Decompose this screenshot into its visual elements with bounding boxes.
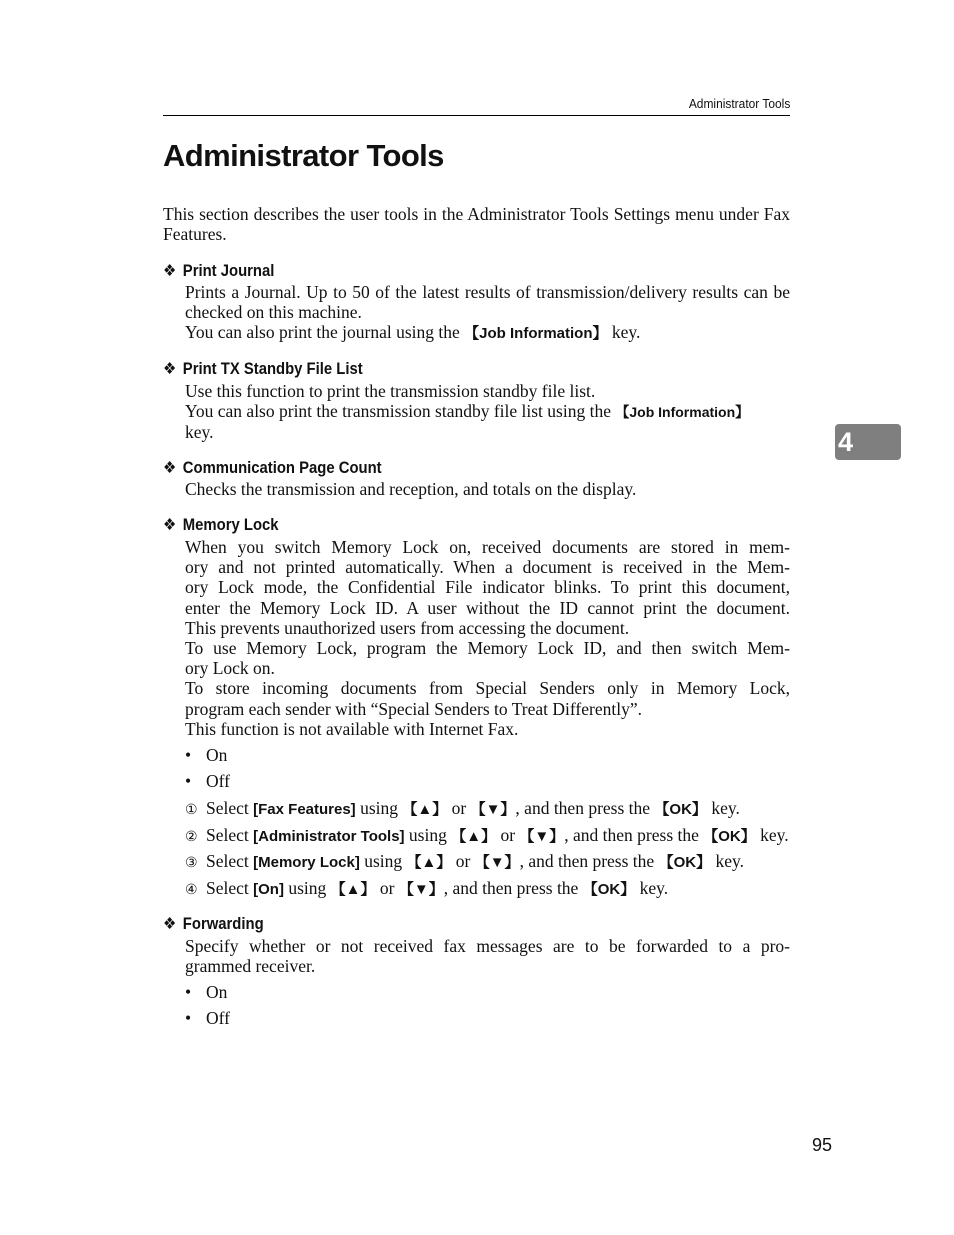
- forwarding-line: grammed receiver.: [185, 956, 316, 977]
- forwarding-line: Specify whether or not received fax messages are to be forwarded to a pro-: [185, 936, 790, 956]
- page-title: Administrator Tools: [163, 138, 444, 173]
- step-text: Select: [206, 825, 254, 845]
- list-item: [185, 1008, 230, 1029]
- section-heading-print-journal: [163, 261, 274, 281]
- ok-key: 【OK】: [658, 854, 712, 871]
- bullet-icon: •: [185, 771, 192, 791]
- memory-lock-line: This prevents unauthorized users from accessing the document.: [185, 617, 630, 638]
- step-text: , and then press the: [515, 798, 655, 818]
- step-number: ①: [185, 803, 198, 818]
- section-heading-memory-lock: [163, 515, 279, 535]
- list-item-label: Off: [206, 771, 230, 791]
- menu-item-label: [Memory Lock]: [253, 854, 360, 871]
- comm-count-text: Checks the transmission and reception, and totals on the display.: [185, 479, 637, 499]
- print-tx-text: Use this function to print the transmission standby file list.: [185, 381, 596, 401]
- memory-lock-line: When you switch Memory Lock on, received documents are stored in mem-: [185, 537, 790, 557]
- step-text: using: [283, 878, 331, 898]
- diamond-icon: ❖: [163, 360, 177, 378]
- step-item: [185, 798, 740, 819]
- step-text: using: [404, 825, 452, 845]
- up-arrow-key: 【▲】: [402, 801, 448, 818]
- bullet-icon: •: [185, 1008, 192, 1028]
- step-number: ③: [185, 856, 198, 871]
- down-arrow-key: 【▼】: [519, 828, 565, 845]
- memory-lock-body: [185, 537, 790, 739]
- list-item: [185, 771, 230, 792]
- print-journal-text: Prints a Journal. Up to 50 of the latest results of transmission/delivery results can be checked on this machine.: [185, 282, 790, 323]
- memory-lock-line: ory Lock on.: [185, 658, 275, 679]
- memory-lock-line: program each sender with “Special Senders to Treat Differently”.: [185, 698, 642, 719]
- print-tx-body: [185, 381, 790, 443]
- job-information-key: 【Job Information】: [615, 404, 750, 421]
- list-item-label: On: [206, 982, 228, 1002]
- memory-lock-line: enter the Memory Lock ID. A user without the ID cannot print the document.: [185, 597, 790, 618]
- heading-label: Memory Lock: [182, 516, 279, 534]
- memory-lock-line: ory and not printed automatically. When a document is received in the Mem-: [185, 557, 790, 578]
- intro-paragraph: [163, 204, 790, 244]
- down-arrow-key: 【▼】: [474, 854, 520, 871]
- bullet-icon: •: [185, 982, 192, 1002]
- running-head: Administrator Tools: [688, 96, 790, 111]
- job-information-key: 【Job Information】: [464, 325, 608, 343]
- print-tx-post: key.: [185, 422, 214, 443]
- section-heading-print-tx: [163, 359, 363, 379]
- memory-lock-line: To use Memory Lock, program the Memory Lock ID, and then switch Mem-: [185, 638, 790, 659]
- print-journal-body: [185, 282, 790, 345]
- memory-lock-line: ory Lock mode, the Confidential File indicator blinks. To print this document,: [185, 577, 790, 598]
- memory-lock-line: This function is not available with Internet Fax.: [185, 718, 519, 739]
- menu-item-label: [On]: [253, 881, 284, 898]
- chapter-number: 4: [838, 427, 854, 457]
- step-text: or: [451, 851, 475, 871]
- forwarding-body: [185, 936, 790, 976]
- heading-label: Print TX Standby File List: [182, 360, 363, 378]
- diamond-icon: ❖: [163, 459, 177, 477]
- down-arrow-key: 【▼】: [470, 801, 516, 818]
- section-heading-communication-page-count: [163, 458, 382, 478]
- page-number: 95: [812, 1135, 833, 1155]
- up-arrow-key: 【▲】: [406, 854, 452, 871]
- heading-label: Forwarding: [182, 915, 264, 933]
- step-text: key.: [755, 825, 789, 845]
- memory-lock-line: To store incoming documents from Special Senders only in Memory Lock,: [185, 678, 790, 699]
- print-journal-pre: You can also print the journal using the: [185, 322, 465, 343]
- up-arrow-key: 【▲】: [451, 828, 497, 845]
- step-text: key.: [635, 878, 669, 898]
- bullet-icon: •: [185, 745, 192, 765]
- intro-text: This section describes the user tools in the Administrator Tools Settings menu under Fax Features.: [163, 204, 790, 245]
- step-text: Select: [206, 878, 254, 898]
- step-text: , and then press the: [564, 825, 704, 845]
- step-text: using: [359, 851, 407, 871]
- list-item: [185, 982, 227, 1003]
- list-item-label: On: [206, 745, 228, 765]
- step-text: , and then press the: [443, 878, 583, 898]
- comm-count-body: [185, 479, 790, 499]
- ok-key: 【OK】: [654, 801, 707, 818]
- ok-key: 【OK】: [703, 828, 756, 845]
- menu-item-label: [Administrator Tools]: [253, 828, 405, 845]
- list-item: [185, 745, 227, 766]
- diamond-icon: ❖: [163, 516, 177, 534]
- step-number: ④: [185, 883, 198, 898]
- step-text: or: [447, 798, 471, 818]
- header-rule: [163, 115, 790, 116]
- step-text: using: [355, 798, 403, 818]
- step-number: ②: [185, 830, 198, 845]
- section-heading-forwarding: [163, 914, 264, 934]
- print-tx-pre: You can also print the transmission standby file list using the: [185, 401, 616, 422]
- step-text: key.: [706, 798, 740, 818]
- menu-item-label: [Fax Features]: [253, 801, 356, 818]
- step-text: , and then press the: [519, 851, 659, 871]
- step-item: [185, 878, 668, 899]
- step-text: Select: [206, 851, 254, 871]
- step-text: or: [375, 878, 399, 898]
- down-arrow-key: 【▼】: [398, 881, 444, 898]
- up-arrow-key: 【▲】: [330, 881, 376, 898]
- list-item-label: Off: [206, 1008, 230, 1028]
- diamond-icon: ❖: [163, 915, 177, 933]
- ok-key: 【OK】: [582, 881, 636, 898]
- diamond-icon: ❖: [163, 262, 177, 280]
- heading-label: Print Journal: [182, 262, 275, 280]
- heading-label: Communication Page Count: [182, 459, 382, 477]
- step-text: Select: [206, 798, 254, 818]
- step-text: key.: [711, 851, 744, 871]
- step-item: [185, 851, 744, 872]
- step-item: [185, 825, 789, 846]
- step-text: or: [496, 825, 520, 845]
- print-journal-post: key.: [607, 322, 641, 343]
